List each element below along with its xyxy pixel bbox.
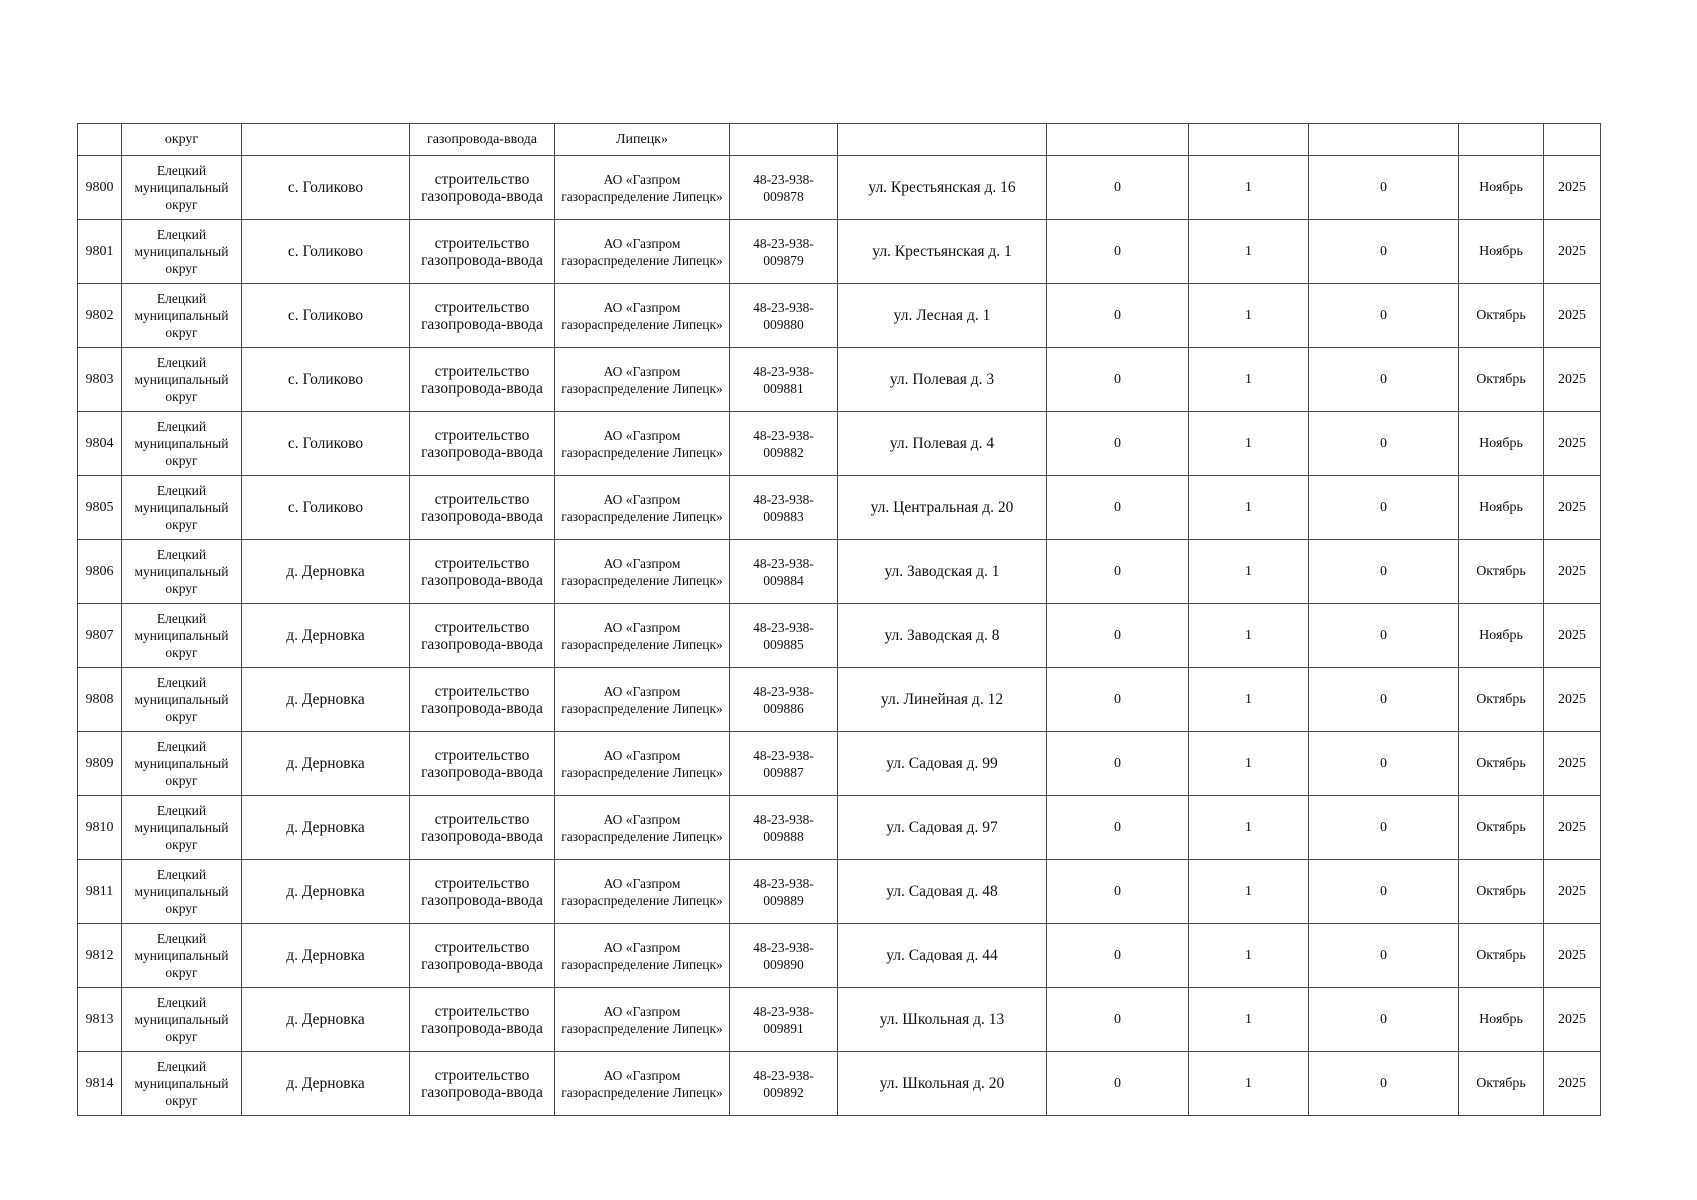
cell-code: 48-23-938-009886 [730, 668, 838, 732]
cell-locality: с. Голиково [242, 348, 410, 412]
cell-v3: 0 [1309, 476, 1459, 540]
cell-year: 2025 [1544, 732, 1601, 796]
cell-v1: 0 [1047, 540, 1189, 604]
cell-district: Елецкий муниципальный округ [122, 668, 242, 732]
cell-code: 48-23-938-009881 [730, 348, 838, 412]
cell-v1: 0 [1047, 348, 1189, 412]
cell-work: строительство газопровода-ввода [410, 540, 555, 604]
cell-v2: 1 [1189, 412, 1309, 476]
cell-org: АО «Газпром газораспределение Липецк» [555, 1052, 730, 1116]
cell-address [838, 124, 1047, 156]
table-row [78, 860, 1601, 924]
cell-address: ул. Садовая д. 99 [838, 732, 1047, 796]
cell-district: Елецкий муниципальный округ [122, 1052, 242, 1116]
cell-v2: 1 [1189, 988, 1309, 1052]
table-row [78, 540, 1601, 604]
cell-org: АО «Газпром газораспределение Липецк» [555, 924, 730, 988]
table-row [78, 156, 1601, 220]
cell-org: АО «Газпром газораспределение Липецк» [555, 796, 730, 860]
cell-district: Елецкий муниципальный округ [122, 156, 242, 220]
cell-work: газопровода-ввода [410, 124, 555, 156]
table-row [78, 348, 1601, 412]
cell-year: 2025 [1544, 284, 1601, 348]
cell-month [1459, 124, 1544, 156]
cell-work: строительство газопровода-ввода [410, 284, 555, 348]
table-row [78, 1052, 1601, 1116]
cell-locality: д. Дерновка [242, 732, 410, 796]
cell-num: 9800 [78, 156, 122, 220]
cell-work: строительство газопровода-ввода [410, 1052, 555, 1116]
cell-num: 9801 [78, 220, 122, 284]
cell-code: 48-23-938-009883 [730, 476, 838, 540]
cell-v2: 1 [1189, 796, 1309, 860]
cell-org: АО «Газпром газораспределение Липецк» [555, 156, 730, 220]
cell-code [730, 124, 838, 156]
cell-address: ул. Заводская д. 1 [838, 540, 1047, 604]
cell-code: 48-23-938-009879 [730, 220, 838, 284]
cell-address: ул. Садовая д. 48 [838, 860, 1047, 924]
cell-year: 2025 [1544, 540, 1601, 604]
cell-code: 48-23-938-009892 [730, 1052, 838, 1116]
cell-address: ул. Школьная д. 13 [838, 988, 1047, 1052]
cell-district: Елецкий муниципальный округ [122, 540, 242, 604]
cell-district: Елецкий муниципальный округ [122, 604, 242, 668]
cell-v3 [1309, 124, 1459, 156]
cell-address: ул. Центральная д. 20 [838, 476, 1047, 540]
gas-connection-table [77, 123, 1601, 1116]
cell-org: АО «Газпром газораспределение Липецк» [555, 732, 730, 796]
table-row [78, 604, 1601, 668]
cell-v2: 1 [1189, 924, 1309, 988]
cell-code: 48-23-938-009890 [730, 924, 838, 988]
cell-org: Липецк» [555, 124, 730, 156]
cell-month: Октябрь [1459, 284, 1544, 348]
cell-v2: 1 [1189, 476, 1309, 540]
cell-num: 9806 [78, 540, 122, 604]
cell-code: 48-23-938-009887 [730, 732, 838, 796]
cell-locality: д. Дерновка [242, 1052, 410, 1116]
cell-address: ул. Садовая д. 97 [838, 796, 1047, 860]
cell-district: Елецкий муниципальный округ [122, 796, 242, 860]
cell-work: строительство газопровода-ввода [410, 924, 555, 988]
cell-address: ул. Крестьянская д. 16 [838, 156, 1047, 220]
cell-district: Елецкий муниципальный округ [122, 476, 242, 540]
cell-v2: 1 [1189, 668, 1309, 732]
cell-v3: 0 [1309, 860, 1459, 924]
cell-district: Елецкий муниципальный округ [122, 988, 242, 1052]
cell-org: АО «Газпром газораспределение Липецк» [555, 220, 730, 284]
cell-code: 48-23-938-009884 [730, 540, 838, 604]
cell-address: ул. Полевая д. 3 [838, 348, 1047, 412]
cell-v3: 0 [1309, 924, 1459, 988]
cell-v3: 0 [1309, 796, 1459, 860]
cell-org: АО «Газпром газораспределение Липецк» [555, 412, 730, 476]
cell-locality: с. Голиково [242, 220, 410, 284]
cell-num: 9807 [78, 604, 122, 668]
cell-v1: 0 [1047, 924, 1189, 988]
cell-v2: 1 [1189, 156, 1309, 220]
cell-v1 [1047, 124, 1189, 156]
cell-code: 48-23-938-009878 [730, 156, 838, 220]
cell-district: Елецкий муниципальный округ [122, 220, 242, 284]
cell-code: 48-23-938-009882 [730, 412, 838, 476]
cell-address: ул. Полевая д. 4 [838, 412, 1047, 476]
cell-org: АО «Газпром газораспределение Липецк» [555, 604, 730, 668]
continuation-row [78, 124, 1601, 156]
cell-locality: д. Дерновка [242, 668, 410, 732]
cell-year: 2025 [1544, 988, 1601, 1052]
table-row [78, 988, 1601, 1052]
cell-v3: 0 [1309, 348, 1459, 412]
table-row [78, 732, 1601, 796]
cell-district: округ [122, 124, 242, 156]
cell-code: 48-23-938-009885 [730, 604, 838, 668]
cell-org: АО «Газпром газораспределение Липецк» [555, 476, 730, 540]
cell-v1: 0 [1047, 732, 1189, 796]
cell-year: 2025 [1544, 668, 1601, 732]
cell-v2: 1 [1189, 732, 1309, 796]
cell-locality: д. Дерновка [242, 796, 410, 860]
cell-district: Елецкий муниципальный округ [122, 924, 242, 988]
cell-num: 9803 [78, 348, 122, 412]
cell-org: АО «Газпром газораспределение Липецк» [555, 860, 730, 924]
cell-month: Ноябрь [1459, 412, 1544, 476]
cell-v3: 0 [1309, 988, 1459, 1052]
cell-code: 48-23-938-009888 [730, 796, 838, 860]
cell-month: Октябрь [1459, 348, 1544, 412]
cell-year: 2025 [1544, 348, 1601, 412]
cell-v2: 1 [1189, 604, 1309, 668]
cell-month: Ноябрь [1459, 220, 1544, 284]
cell-org: АО «Газпром газораспределение Липецк» [555, 348, 730, 412]
cell-v3: 0 [1309, 284, 1459, 348]
cell-num: 9811 [78, 860, 122, 924]
cell-work: строительство газопровода-ввода [410, 220, 555, 284]
cell-month: Ноябрь [1459, 156, 1544, 220]
cell-v2 [1189, 124, 1309, 156]
cell-year: 2025 [1544, 860, 1601, 924]
cell-address: ул. Садовая д. 44 [838, 924, 1047, 988]
cell-v1: 0 [1047, 156, 1189, 220]
cell-month: Октябрь [1459, 1052, 1544, 1116]
cell-locality: д. Дерновка [242, 860, 410, 924]
table-row [78, 220, 1601, 284]
cell-work: строительство газопровода-ввода [410, 604, 555, 668]
cell-v1: 0 [1047, 220, 1189, 284]
cell-address: ул. Школьная д. 20 [838, 1052, 1047, 1116]
cell-v2: 1 [1189, 540, 1309, 604]
cell-year: 2025 [1544, 220, 1601, 284]
cell-num: 9802 [78, 284, 122, 348]
cell-v1: 0 [1047, 796, 1189, 860]
table-body [78, 124, 1601, 1116]
cell-year: 2025 [1544, 156, 1601, 220]
cell-locality: д. Дерновка [242, 604, 410, 668]
cell-num: 9813 [78, 988, 122, 1052]
cell-locality: д. Дерновка [242, 924, 410, 988]
cell-month: Октябрь [1459, 796, 1544, 860]
cell-month: Октябрь [1459, 860, 1544, 924]
table-row [78, 924, 1601, 988]
cell-code: 48-23-938-009880 [730, 284, 838, 348]
cell-work: строительство газопровода-ввода [410, 796, 555, 860]
cell-v3: 0 [1309, 668, 1459, 732]
cell-district: Елецкий муниципальный округ [122, 412, 242, 476]
cell-num: 9804 [78, 412, 122, 476]
cell-year [1544, 124, 1601, 156]
cell-v1: 0 [1047, 668, 1189, 732]
cell-num: 9805 [78, 476, 122, 540]
cell-locality: д. Дерновка [242, 540, 410, 604]
cell-num: 9814 [78, 1052, 122, 1116]
cell-v2: 1 [1189, 220, 1309, 284]
cell-address: ул. Заводская д. 8 [838, 604, 1047, 668]
cell-v3: 0 [1309, 604, 1459, 668]
cell-year: 2025 [1544, 412, 1601, 476]
cell-code: 48-23-938-009889 [730, 860, 838, 924]
cell-locality: с. Голиково [242, 284, 410, 348]
cell-num: 9810 [78, 796, 122, 860]
cell-v2: 1 [1189, 348, 1309, 412]
cell-month: Ноябрь [1459, 604, 1544, 668]
table-row [78, 284, 1601, 348]
cell-org: АО «Газпром газораспределение Липецк» [555, 540, 730, 604]
cell-num: 9809 [78, 732, 122, 796]
cell-code: 48-23-938-009891 [730, 988, 838, 1052]
cell-v1: 0 [1047, 284, 1189, 348]
cell-v3: 0 [1309, 220, 1459, 284]
table-row [78, 668, 1601, 732]
cell-v3: 0 [1309, 540, 1459, 604]
cell-month: Ноябрь [1459, 988, 1544, 1052]
cell-locality: с. Голиково [242, 476, 410, 540]
cell-v3: 0 [1309, 156, 1459, 220]
cell-v3: 0 [1309, 732, 1459, 796]
cell-locality [242, 124, 410, 156]
cell-locality: с. Голиково [242, 412, 410, 476]
cell-month: Октябрь [1459, 540, 1544, 604]
table-row [78, 412, 1601, 476]
cell-num: 9808 [78, 668, 122, 732]
cell-v2: 1 [1189, 284, 1309, 348]
cell-month: Октябрь [1459, 668, 1544, 732]
cell-year: 2025 [1544, 924, 1601, 988]
cell-month: Ноябрь [1459, 476, 1544, 540]
cell-v3: 0 [1309, 412, 1459, 476]
cell-org: АО «Газпром газораспределение Липецк» [555, 668, 730, 732]
cell-year: 2025 [1544, 476, 1601, 540]
table-row [78, 476, 1601, 540]
cell-org: АО «Газпром газораспределение Липецк» [555, 988, 730, 1052]
cell-address: ул. Крестьянская д. 1 [838, 220, 1047, 284]
table-row [78, 796, 1601, 860]
cell-work: строительство газопровода-ввода [410, 668, 555, 732]
cell-num [78, 124, 122, 156]
cell-district: Елецкий муниципальный округ [122, 348, 242, 412]
cell-work: строительство газопровода-ввода [410, 860, 555, 924]
cell-address: ул. Линейная д. 12 [838, 668, 1047, 732]
cell-org: АО «Газпром газораспределение Липецк» [555, 284, 730, 348]
cell-address: ул. Лесная д. 1 [838, 284, 1047, 348]
cell-v1: 0 [1047, 988, 1189, 1052]
cell-v3: 0 [1309, 1052, 1459, 1116]
cell-district: Елецкий муниципальный округ [122, 284, 242, 348]
cell-month: Октябрь [1459, 732, 1544, 796]
cell-year: 2025 [1544, 796, 1601, 860]
cell-work: строительство газопровода-ввода [410, 156, 555, 220]
cell-work: строительство газопровода-ввода [410, 476, 555, 540]
cell-v1: 0 [1047, 604, 1189, 668]
cell-num: 9812 [78, 924, 122, 988]
cell-v1: 0 [1047, 1052, 1189, 1116]
cell-month: Октябрь [1459, 924, 1544, 988]
cell-v2: 1 [1189, 1052, 1309, 1116]
cell-work: строительство газопровода-ввода [410, 412, 555, 476]
cell-district: Елецкий муниципальный округ [122, 860, 242, 924]
cell-v1: 0 [1047, 860, 1189, 924]
cell-v2: 1 [1189, 860, 1309, 924]
cell-district: Елецкий муниципальный округ [122, 732, 242, 796]
cell-work: строительство газопровода-ввода [410, 732, 555, 796]
cell-work: строительство газопровода-ввода [410, 348, 555, 412]
cell-v1: 0 [1047, 412, 1189, 476]
cell-year: 2025 [1544, 604, 1601, 668]
cell-locality: с. Голиково [242, 156, 410, 220]
cell-locality: д. Дерновка [242, 988, 410, 1052]
cell-v1: 0 [1047, 476, 1189, 540]
cell-work: строительство газопровода-ввода [410, 988, 555, 1052]
cell-year: 2025 [1544, 1052, 1601, 1116]
